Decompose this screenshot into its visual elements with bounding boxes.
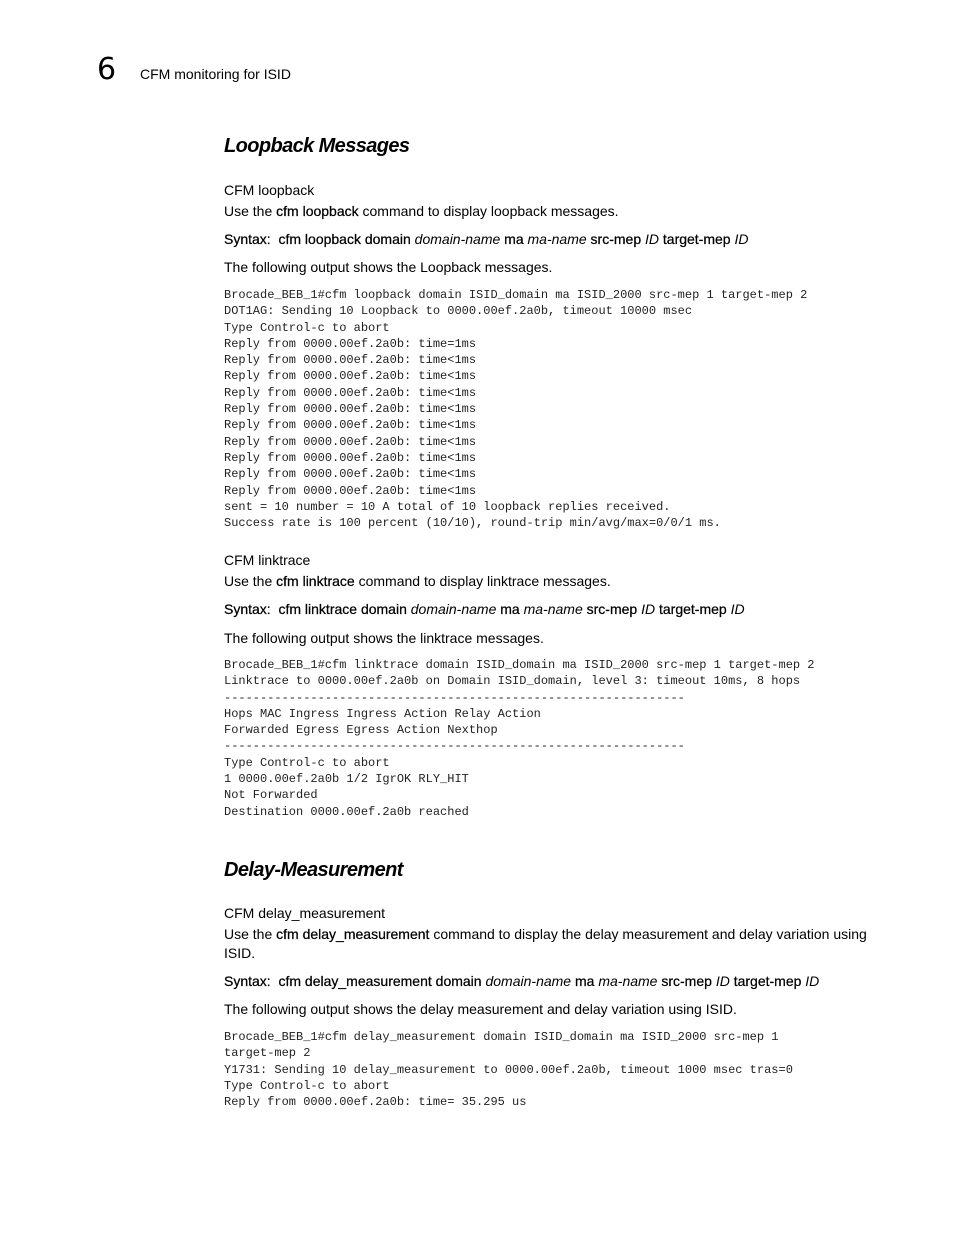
syntax-arg: ID	[641, 601, 656, 617]
syntax-label: Syntax:	[224, 973, 271, 989]
intro-text: Use the	[224, 573, 277, 589]
code-line: Reply from 0000.00ef.2a0b: time= 35.295 us	[224, 1095, 527, 1110]
code-line: Destination 0000.00ef.2a0b reached	[224, 804, 469, 819]
code-line: Reply from 0000.00ef.2a0b: time<1ms	[224, 483, 477, 498]
code-line: Reply from 0000.00ef.2a0b: time<1ms	[224, 402, 477, 417]
code-line: Y1731: Sending 10 delay_measurement to 0000.00ef.2a0b, timeout 1000 msec tras=0	[224, 1062, 793, 1077]
loopback-code-block	[224, 287, 807, 531]
syntax-label: Syntax:	[224, 601, 271, 617]
command-name: cfm loopback	[276, 203, 359, 219]
code-line: Linktrace to 0000.00ef.2a0b on Domain ISID_domain, level 3: timeout 10ms, 8 hops	[224, 674, 801, 689]
syntax-keyword: src-mep	[586, 601, 638, 617]
syntax-arg: ma-name	[527, 231, 587, 247]
syntax-command: cfm delay_measurement domain	[278, 973, 482, 989]
code-line: Reply from 0000.00ef.2a0b: time<1ms	[224, 385, 477, 400]
delay-output-intro: The following output shows the delay measurement and delay variation using ISID.	[224, 1001, 737, 1017]
syntax-command: cfm linktrace domain	[278, 601, 407, 617]
chapter-title: CFM monitoring for ISID	[140, 66, 291, 82]
code-line: Not Forwarded	[224, 788, 318, 803]
code-line: Reply from 0000.00ef.2a0b: time<1ms	[224, 353, 477, 368]
syntax-arg: ID	[715, 973, 730, 989]
subheading-cfm-delay: CFM delay_measurement	[224, 905, 386, 921]
linktrace-syntax	[224, 600, 745, 618]
intro-text: command to display loopback messages.	[358, 203, 619, 219]
syntax-keyword: target-mep	[733, 973, 802, 989]
code-line: Reply from 0000.00ef.2a0b: time<1ms	[224, 467, 477, 482]
subheading-cfm-loopback: CFM loopback	[224, 182, 315, 198]
linktrace-output-intro: The following output shows the linktrace messages.	[224, 630, 544, 646]
code-line: Success rate is 100 percent (10/10), round-trip min/avg/max=0/0/1 ms.	[224, 516, 721, 531]
code-line: Type Control-c to abort	[224, 755, 390, 770]
code-line: Forwarded Egress Egress Action Nexthop	[224, 723, 498, 738]
syntax-arg: ID	[805, 973, 820, 989]
code-line: DOT1AG: Sending 10 Loopback to 0000.00ef.2a0b, timeout 10000 msec	[224, 304, 693, 319]
code-line: Type Control-c to abort	[224, 1078, 390, 1093]
intro-text: command to display the delay measurement and delay variation using ISID.	[224, 926, 867, 961]
command-name: cfm linktrace	[276, 573, 355, 589]
subheading-cfm-linktrace: CFM linktrace	[224, 552, 311, 568]
section-heading-delay: Delay-Measurement	[224, 859, 403, 881]
code-line: Reply from 0000.00ef.2a0b: time<1ms	[224, 450, 477, 465]
syntax-keyword: src-mep	[661, 973, 712, 989]
linktrace-code-block	[224, 657, 815, 820]
code-line: Hops MAC Ingress Ingress Action Relay Action	[224, 706, 541, 721]
code-line: 1 0000.00ef.2a0b 1/2 IgrOK RLY_HIT	[224, 772, 469, 787]
delay-syntax	[224, 972, 819, 990]
command-name: cfm delay_measurement	[276, 926, 430, 942]
code-line: target-mep 2	[224, 1046, 311, 1061]
delay-intro	[224, 925, 874, 963]
syntax-keyword: ma	[504, 231, 524, 247]
code-line: Brocade_BEB_1#cfm delay_measurement domain ISID_domain ma ISID_2000 src-mep 1	[224, 1030, 779, 1044]
code-line: ----------------------------------------------------------------	[224, 739, 685, 754]
syntax-arg: ma-name	[598, 973, 658, 989]
syntax-arg: domain-name	[485, 973, 572, 989]
code-line: Reply from 0000.00ef.2a0b: time<1ms	[224, 369, 477, 384]
code-line: ----------------------------------------------------------------	[224, 690, 685, 705]
syntax-command: cfm loopback domain	[278, 231, 411, 247]
code-line: Brocade_BEB_1#cfm loopback domain ISID_domain ma ISID_2000 src-mep 1 target-mep 2	[224, 288, 808, 302]
loopback-syntax	[224, 230, 748, 248]
syntax-keyword: src-mep	[590, 231, 642, 247]
syntax-keyword: target-mep	[662, 231, 731, 247]
syntax-keyword: target-mep	[658, 601, 727, 617]
syntax-arg: domain-name	[410, 601, 497, 617]
syntax-label: Syntax:	[224, 231, 271, 247]
code-line: Type Control-c to abort	[224, 320, 390, 335]
intro-text: Use the	[224, 926, 277, 942]
syntax-arg: ID	[645, 231, 659, 247]
syntax-keyword: ma	[574, 973, 595, 989]
delay-code-block	[224, 1029, 793, 1110]
code-line: Reply from 0000.00ef.2a0b: time=1ms	[224, 336, 477, 351]
code-line: sent = 10 number = 10 A total of 10 loopback replies received.	[224, 499, 671, 514]
section-heading-loopback: Loopback Messages	[224, 135, 410, 157]
intro-text: Use the	[224, 203, 277, 219]
loopback-intro	[224, 202, 874, 221]
syntax-keyword: ma	[500, 601, 520, 617]
linktrace-intro	[224, 572, 874, 591]
code-line: Brocade_BEB_1#cfm linktrace domain ISID_domain ma ISID_2000 src-mep 1 target-mep 2	[224, 658, 815, 672]
code-line: Reply from 0000.00ef.2a0b: time<1ms	[224, 434, 477, 449]
syntax-arg: ID	[730, 601, 745, 617]
syntax-arg: ID	[734, 231, 749, 247]
syntax-arg: ma-name	[523, 601, 583, 617]
chapter-number: 6	[97, 52, 117, 87]
intro-text: command to display linktrace messages.	[354, 573, 611, 589]
loopback-output-intro: The following output shows the Loopback messages.	[224, 259, 553, 275]
code-line: Reply from 0000.00ef.2a0b: time<1ms	[224, 418, 477, 433]
syntax-arg: domain-name	[414, 231, 501, 247]
